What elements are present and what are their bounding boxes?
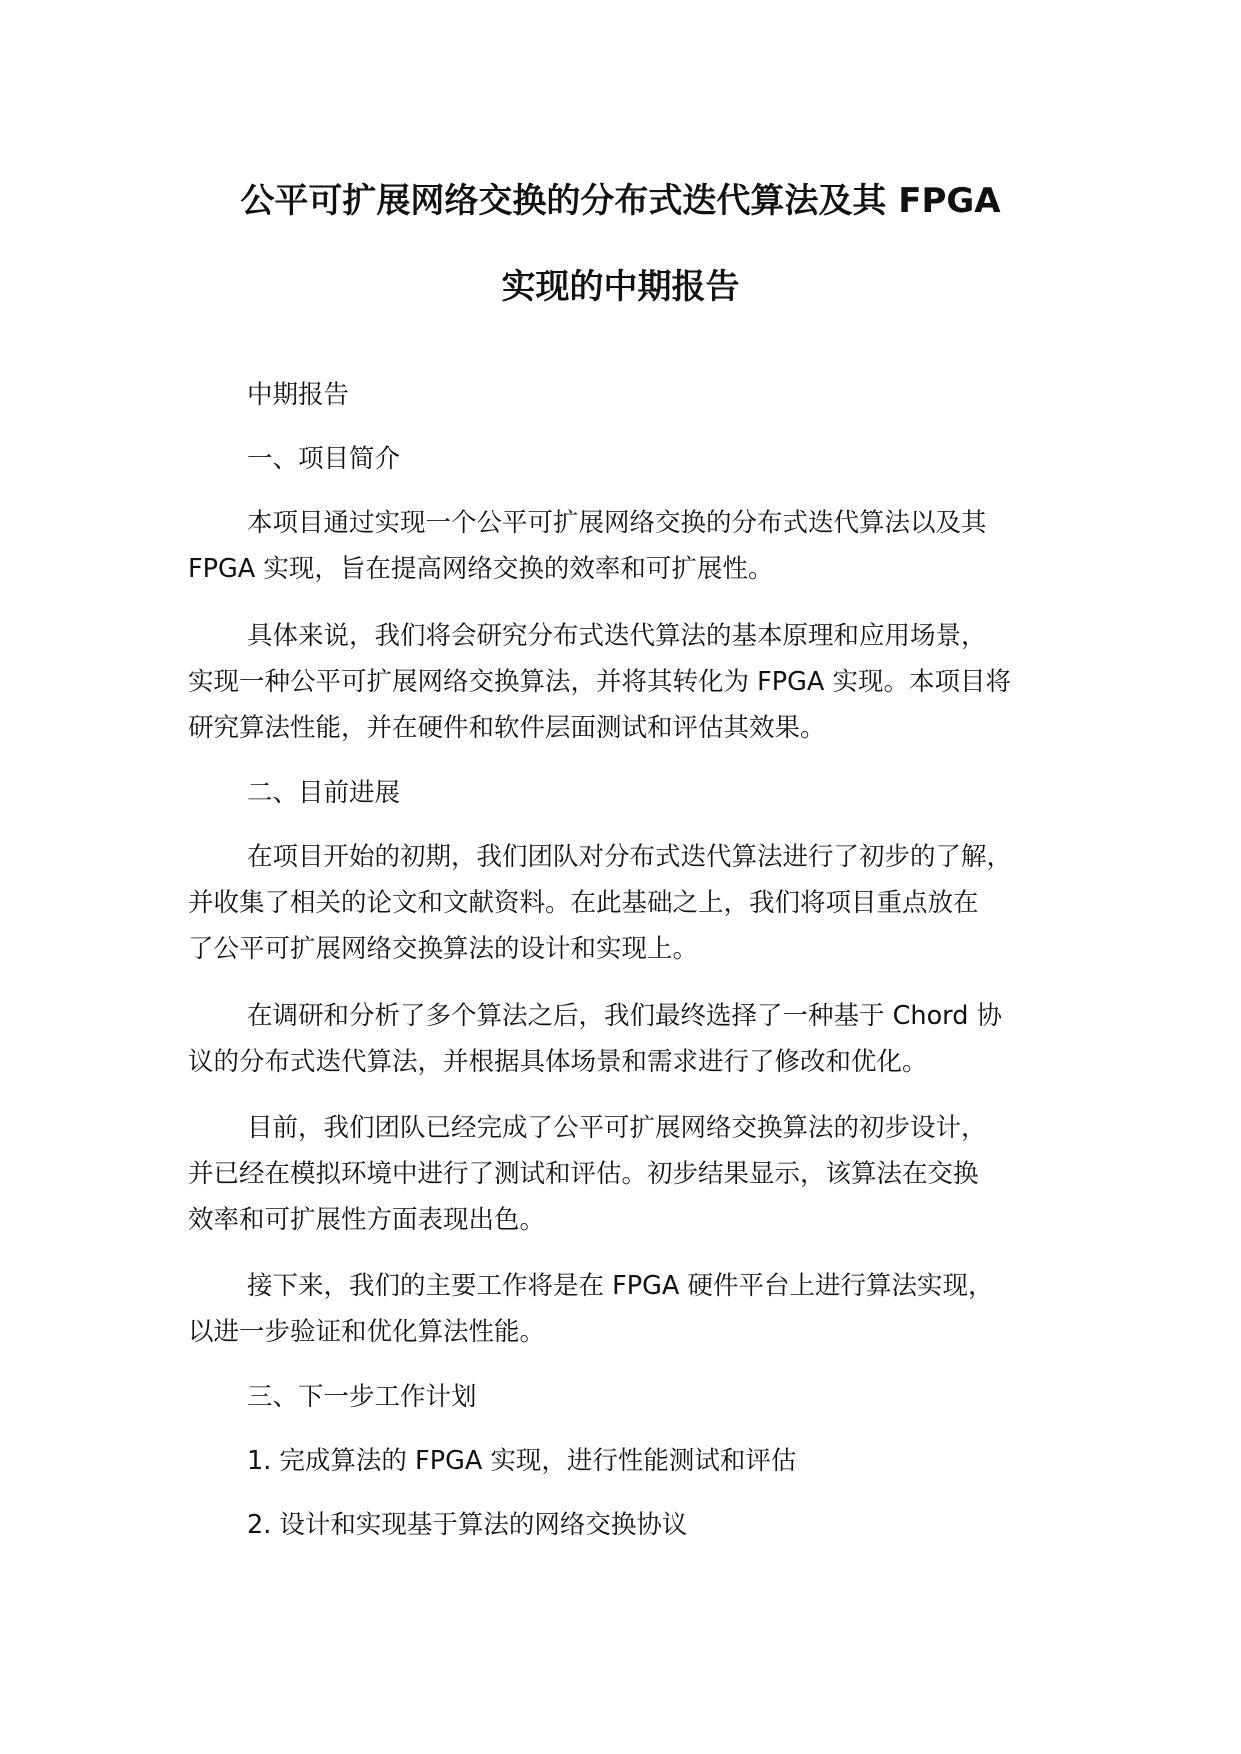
list-item: 1. 完成算法的 FPGA 实现，进行性能测试和评估 — [247, 1446, 797, 1476]
paragraph-line: 本项目通过实现一个公平可扩展网络交换的分布式迭代算法以及其 — [247, 508, 987, 538]
list-item: 2. 设计和实现基于算法的网络交换协议 — [247, 1510, 688, 1540]
paragraph-line: 具体来说，我们将会研究分布式迭代算法的基本原理和应用场景， — [247, 621, 987, 651]
paragraph-line: 研究算法性能，并在硬件和软件层面测试和评估其效果。 — [188, 713, 826, 743]
paragraph-line: FPGA 实现，旨在提高网络交换的效率和可扩展性。 — [188, 554, 774, 584]
paragraph-line: 在项目开始的初期，我们团队对分布式迭代算法进行了初步的了解， — [247, 842, 1013, 872]
section-heading-progress: 二、目前进展 — [247, 778, 401, 808]
paragraph-line: 实现一种公平可扩展网络交换算法，并将其转化为 FPGA 实现。本项目将 — [188, 667, 1011, 697]
paragraph-line: 在调研和分析了多个算法之后，我们最终选择了一种基于 Chord 协 — [247, 1001, 1003, 1031]
report-label: 中期报告 — [247, 380, 350, 410]
paragraph-line: 了公平可扩展网络交换算法的设计和实现上。 — [188, 934, 699, 964]
section-heading-project-intro: 一、项目简介 — [247, 444, 401, 474]
document-title-line-2: 实现的中期报告 — [501, 267, 740, 307]
paragraph-line: 以进一步验证和优化算法性能。 — [188, 1317, 546, 1347]
paragraph-line: 议的分布式迭代算法，并根据具体场景和需求进行了修改和优化。 — [188, 1047, 928, 1077]
paragraph-line: 目前，我们团队已经完成了公平可扩展网络交换算法的初步设计， — [247, 1113, 987, 1143]
document-title-line-1: 公平可扩展网络交换的分布式迭代算法及其 FPGA — [240, 181, 1001, 221]
paragraph-line: 接下来，我们的主要工作将是在 FPGA 硬件平台上进行算法实现， — [247, 1271, 994, 1301]
section-heading-plan: 三、下一步工作计划 — [247, 1382, 477, 1412]
paragraph-line: 并收集了相关的论文和文献资料。在此基础之上，我们将项目重点放在 — [188, 888, 979, 918]
paragraph-line: 效率和可扩展性方面表现出色。 — [188, 1205, 546, 1235]
paragraph-line: 并已经在模拟环境中进行了测试和评估。初步结果显示，该算法在交换 — [188, 1159, 979, 1189]
